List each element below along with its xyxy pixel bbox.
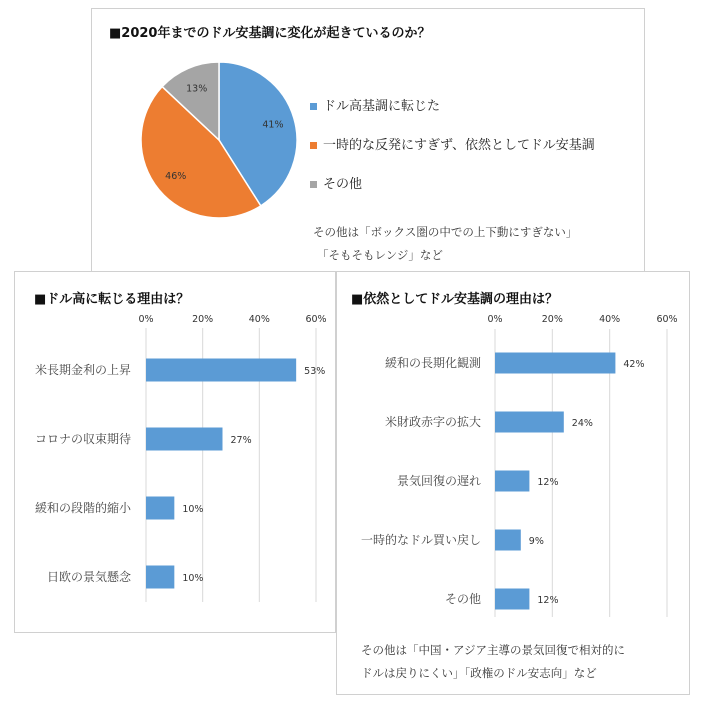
pie-note-line-1: その他は「ボックス圏の中での上下動にすぎない」: [313, 225, 578, 239]
bar-right-category-label-4: その他: [444, 592, 481, 606]
bar-left-value-label-2: 10%: [182, 504, 204, 515]
bar-right-value-label-2: 12%: [537, 477, 559, 488]
pie-title: ■2020年までのドル安基調に変化が起きているのか？: [109, 26, 431, 41]
bar-left-category-label-1: コロナの収束期待: [34, 432, 131, 446]
bar-right-note-line-1: その他は「中国・アジア主導の景気回復で相対的に: [361, 643, 626, 657]
bar-left-tick-label-3: 60%: [305, 314, 327, 325]
legend-label-0: ドル高基調に転じた: [323, 99, 441, 114]
legend-swatch-2: [310, 181, 317, 188]
legend-label-1: 一時的な反発にすぎず、依然としてドル安基調: [323, 138, 595, 153]
legend-label-2: その他: [323, 177, 363, 192]
bar-chart-right: [337, 272, 691, 696]
bar-right-category-label-2: 景気回復の遅れ: [396, 474, 481, 488]
bar-right-tick-label-2: 40%: [599, 314, 621, 325]
bar-right-bar-1: [495, 412, 564, 433]
pie-slice-label-0: 41%: [262, 119, 284, 131]
bar-right-bar-0: [495, 353, 615, 374]
bar-left-tick-label-2: 40%: [248, 314, 270, 325]
bar-left-bar-1: [146, 428, 223, 451]
bar-left-category-label-3: 日欧の景気懸念: [46, 570, 131, 584]
bar-right-category-label-3: 一時的なドル買い戻し: [360, 533, 481, 547]
bar-right-value-label-4: 12%: [537, 595, 559, 606]
bar-left-title: ■ドル高に転じる理由は？: [34, 292, 190, 307]
bar-right-tick-label-1: 20%: [541, 314, 563, 325]
bar-left-tick-label-1: 20%: [192, 314, 214, 325]
bar-left-value-label-1: 27%: [230, 435, 252, 446]
pie-note-line-2: 「そもそもレンジ」など: [317, 248, 443, 262]
bar-right-bar-4: [495, 589, 529, 610]
bar-right-tick-label-0: 0%: [487, 314, 503, 325]
bar-left-tick-label-0: 0%: [138, 314, 154, 325]
bar-right-value-label-1: 24%: [571, 418, 593, 429]
legend-item-0: [310, 95, 440, 114]
bar-right-tick-label-3: 60%: [656, 314, 678, 325]
bar-right-category-label-1: 米財政赤字の拡大: [384, 415, 481, 429]
bar-panel-left: [14, 271, 336, 633]
bar-right-note-line-2: ドルは戻りにくい」「政権のドル安志向」など: [361, 666, 597, 680]
bar-right-bar-2: [495, 471, 529, 492]
bar-left-bar-2: [146, 497, 174, 520]
legend-swatch-1: [310, 142, 317, 149]
bar-right-title: ■依然としてドル安基調の理由は？: [351, 292, 559, 307]
bar-right-category-label-0: 緩和の長期化観測: [384, 356, 481, 370]
pie-panel: [91, 8, 645, 272]
bar-right-value-label-3: 9%: [528, 536, 544, 547]
bar-left-value-label-3: 10%: [182, 573, 204, 584]
legend-item-2: [310, 173, 362, 192]
bar-right-value-label-0: 42%: [623, 359, 645, 370]
bar-left-category-label-0: 米長期金利の上昇: [34, 363, 131, 377]
bar-chart-left: [15, 272, 337, 634]
pie-slice-label-2: 13%: [186, 83, 208, 95]
bar-left-bar-3: [146, 566, 174, 589]
bar-left-value-label-0: 53%: [304, 366, 326, 377]
pie-slice-label-1: 46%: [165, 170, 187, 182]
bar-left-bar-0: [146, 359, 296, 382]
bar-left-category-label-2: 緩和の段階的縮小: [34, 501, 131, 515]
legend-item-1: [310, 134, 595, 153]
legend-swatch-0: [310, 103, 317, 110]
bar-panel-right: [336, 271, 690, 695]
bar-right-bar-3: [495, 530, 521, 551]
